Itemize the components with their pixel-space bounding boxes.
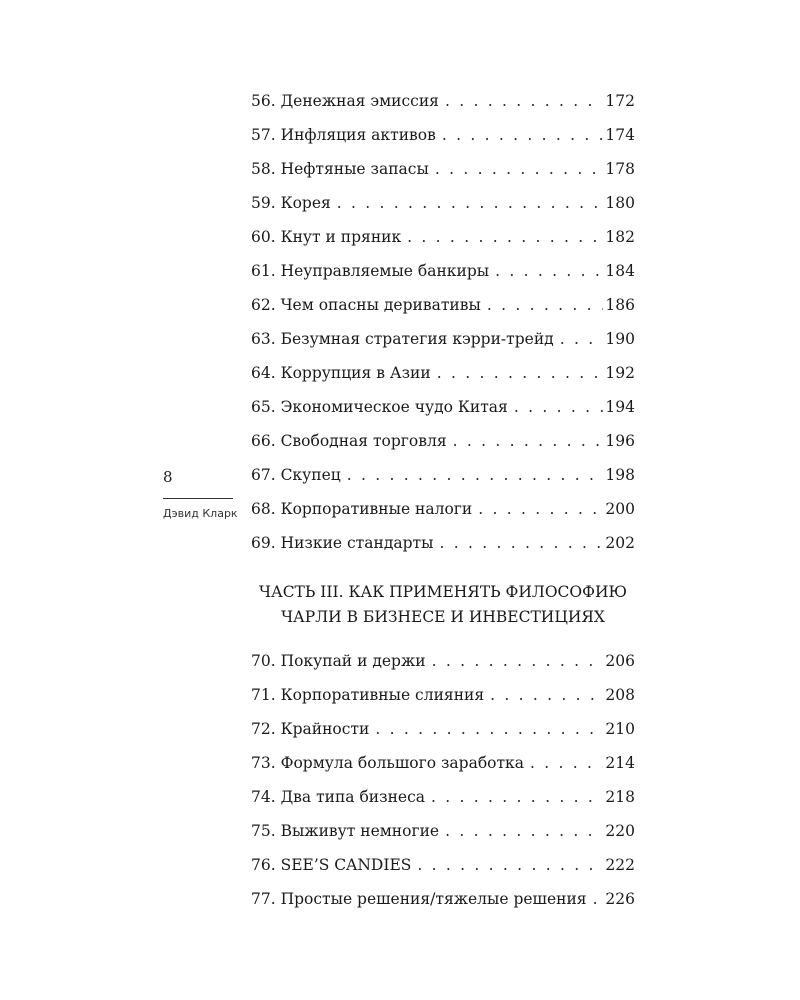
toc-entry[interactable]	[251, 886, 635, 920]
toc-entry-page: 186	[605, 296, 635, 314]
dot-leader	[593, 886, 604, 912]
toc-entry[interactable]	[251, 462, 635, 496]
toc-entry-page: 214	[605, 754, 635, 772]
dot-leader	[560, 326, 604, 352]
toc-entry-title: 61. Неуправляемые банкиры	[251, 262, 490, 280]
toc-entry-title: 67. Скупец	[251, 466, 341, 484]
toc-entry[interactable]	[251, 224, 635, 258]
toc-entry[interactable]	[251, 122, 635, 156]
toc-entry-page: 180	[605, 194, 635, 212]
toc-entry[interactable]	[251, 360, 635, 394]
dot-leader	[514, 394, 604, 420]
toc-entry-page: 184	[605, 262, 635, 280]
dot-leader	[347, 462, 604, 488]
toc-entry-title: 75. Выживут немногие	[251, 822, 440, 840]
toc-entry-page: 196	[605, 432, 635, 450]
toc-entry-title: 66. Свободная торговля	[251, 432, 447, 450]
dot-leader	[442, 122, 604, 148]
toc-entry[interactable]	[251, 682, 635, 716]
toc-entry-title: 71. Корпоративные слияния	[251, 686, 485, 704]
page-margin	[163, 468, 238, 521]
toc-entry-page: 200	[605, 500, 635, 518]
toc-entry-title: 63. Безумная стратегия кэрри-трейд	[251, 330, 554, 348]
toc-entry[interactable]	[251, 818, 635, 852]
dot-leader	[435, 156, 604, 182]
toc-entry-page: 202	[605, 534, 635, 552]
toc-entry[interactable]	[251, 530, 635, 564]
toc-entry-title: 72. Крайности	[251, 720, 370, 738]
dot-leader	[431, 784, 603, 810]
toc-entry[interactable]	[251, 750, 635, 784]
toc-entry[interactable]	[251, 258, 635, 292]
toc-list-top	[251, 88, 635, 564]
toc-entry[interactable]	[251, 496, 635, 530]
dot-leader	[432, 648, 604, 674]
toc-entry-page: 206	[605, 652, 635, 670]
toc-entry-title: 62. Чем опасны деривативы	[251, 296, 481, 314]
toc-entry-title: 56. Денежная эмиссия	[251, 92, 439, 110]
toc-entry-page: 226	[605, 890, 635, 908]
dot-leader	[437, 360, 604, 386]
part-heading	[251, 580, 635, 630]
toc-entry-page: 222	[605, 856, 635, 874]
toc-entry-title: 70. Покупай и держи	[251, 652, 426, 670]
running-author: Дэвид Кларк	[163, 507, 238, 520]
toc-entry-title: 65. Экономическое чудо Китая	[251, 398, 508, 416]
toc-entry-page: 208	[605, 686, 635, 704]
margin-divider	[163, 498, 233, 499]
toc-entry[interactable]	[251, 190, 635, 224]
dot-leader	[530, 750, 603, 776]
dot-leader	[337, 190, 604, 216]
toc-entry[interactable]	[251, 852, 635, 886]
toc-entry-page: 178	[605, 160, 635, 178]
dot-leader	[487, 292, 604, 318]
toc-entry[interactable]	[251, 716, 635, 750]
toc-entry-title: 74. Два типа бизнеса	[251, 788, 426, 806]
toc-entry-title: 57. Инфляция активов	[251, 126, 436, 144]
toc-entry-title: 59. Корея	[251, 194, 331, 212]
dot-leader	[439, 530, 603, 556]
toc-entry-title: 58. Нефтяные запасы	[251, 160, 429, 178]
toc-entry-title: 64. Коррупция в Азии	[251, 364, 431, 382]
dot-leader	[407, 224, 603, 250]
toc-entry-title: 69. Низкие стандарты	[251, 534, 434, 552]
toc-entry-page: 172	[605, 92, 635, 110]
dot-leader	[490, 682, 603, 708]
toc-entry-page: 198	[605, 466, 635, 484]
toc-entry-page: 174	[605, 126, 635, 144]
toc-entry[interactable]	[251, 326, 635, 360]
dot-leader	[375, 716, 603, 742]
dot-leader	[445, 818, 603, 844]
dot-leader	[453, 428, 604, 454]
toc-entry[interactable]	[251, 394, 635, 428]
toc-entry-page: 210	[605, 720, 635, 738]
toc-entry-page: 192	[605, 364, 635, 382]
toc-entry-page: 194	[605, 398, 635, 416]
toc-entry-title: 60. Кнут и пряник	[251, 228, 402, 246]
toc-entry[interactable]	[251, 156, 635, 190]
toc-entry-page: 220	[605, 822, 635, 840]
part-heading-line-2: ЧАРЛИ В БИЗНЕСЕ И ИНВЕСТИЦИЯХ	[281, 608, 605, 626]
dot-leader	[495, 258, 603, 284]
toc-entry-title: 77. Простые решения/тяжелые решения	[251, 890, 587, 908]
dot-leader	[417, 852, 603, 878]
toc-entry-title: 76. SEE’S CANDIES	[251, 856, 412, 874]
part-heading-line-1: ЧАСТЬ III. КАК ПРИМЕНЯТЬ ФИЛОСОФИЮ	[258, 583, 628, 601]
dot-leader	[445, 88, 603, 114]
toc-entry-page: 190	[605, 330, 635, 348]
toc-entry-page: 182	[605, 228, 635, 246]
toc-entry-page: 218	[605, 788, 635, 806]
toc-list-bottom	[251, 648, 635, 920]
toc-entry[interactable]	[251, 428, 635, 462]
page-number: 8	[163, 468, 173, 486]
toc-entry[interactable]	[251, 292, 635, 326]
toc-entry-title: 73. Формула большого заработка	[251, 754, 524, 772]
dot-leader	[478, 496, 603, 522]
toc-entry-title: 68. Корпоративные налоги	[251, 500, 473, 518]
toc-entry[interactable]	[251, 784, 635, 818]
toc-entry[interactable]	[251, 648, 635, 682]
toc-entry[interactable]	[251, 88, 635, 122]
